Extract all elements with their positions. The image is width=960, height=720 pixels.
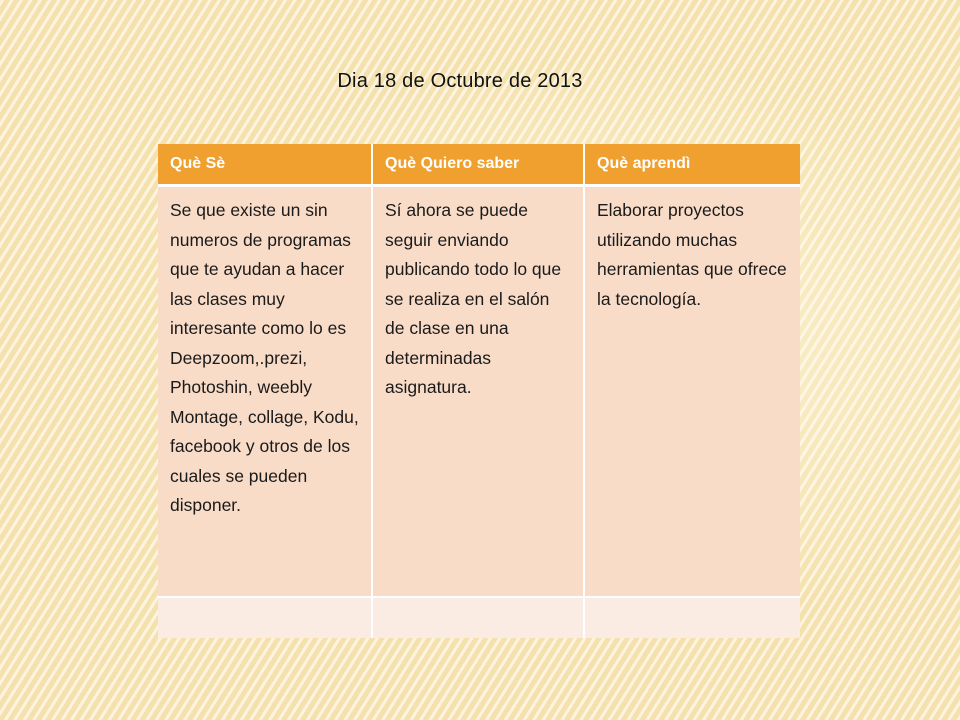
empty-cell — [158, 597, 372, 638]
header-que-quiero-saber: Què Quiero saber — [372, 144, 584, 186]
empty-cell — [372, 597, 584, 638]
cell-que-aprendi: Elaborar proyectos utilizando muchas herramientas que ofrece la tecnología. — [584, 186, 800, 598]
slide-date: Dia 18 de Octubre de 2013 — [337, 70, 583, 92]
cell-que-se: Se que existe un sin numeros de programas que te ayudan a hacer las clases muy interesante como lo es Deepzoom,.prezi, Photoshin, weebly Montage, collage, Kodu, facebook y otros de los cuales se pueden disponer. — [158, 186, 372, 598]
table-empty-row — [158, 597, 800, 638]
header-que-se: Què Sè — [158, 144, 372, 186]
table-row — [158, 186, 800, 598]
cell-que-quiero-saber: Sí ahora se puede seguir enviando publicando todo lo que se realiza en el salón de clase en una determinadas asignatura. — [372, 186, 584, 598]
empty-cell — [584, 597, 800, 638]
kwl-table — [158, 144, 800, 638]
header-que-aprendi: Què aprendì — [584, 144, 800, 186]
table-header-row — [158, 144, 800, 186]
